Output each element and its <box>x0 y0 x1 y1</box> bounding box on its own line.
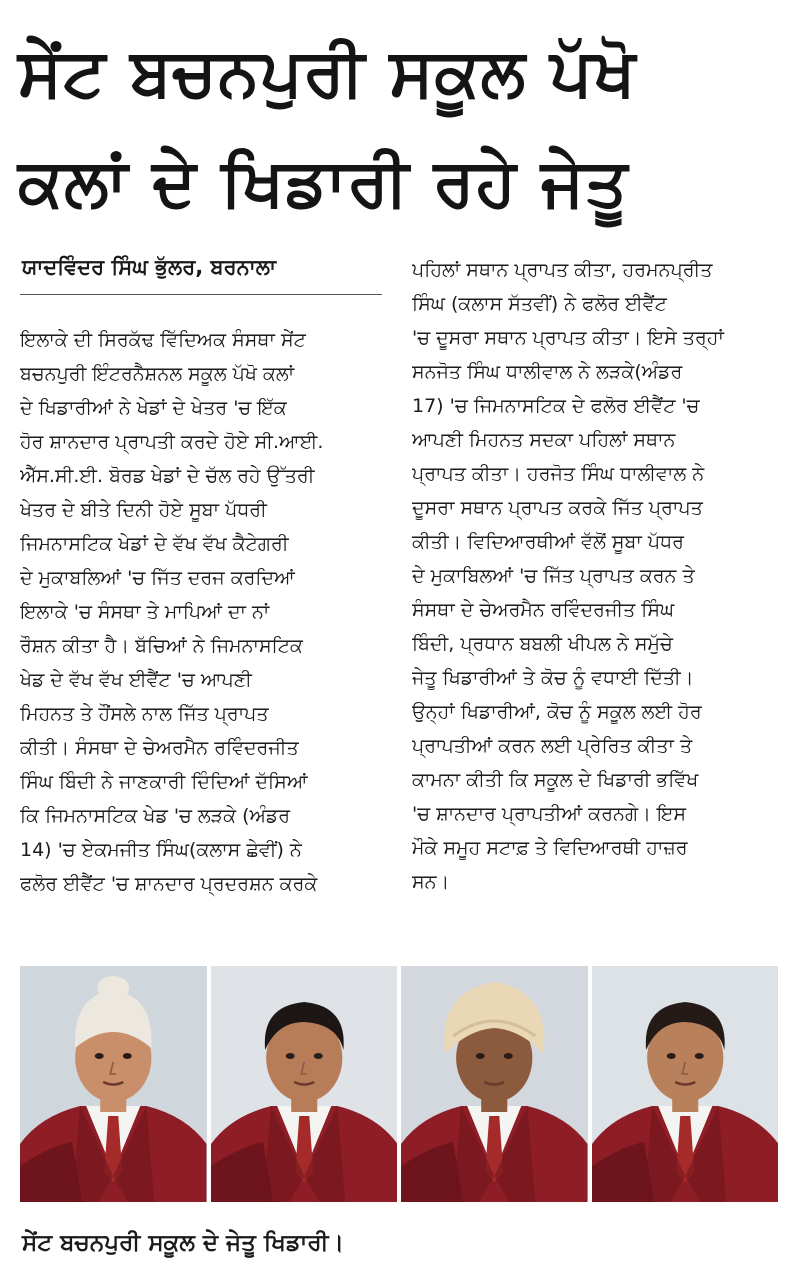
student-photo <box>592 966 779 1202</box>
winners-photo-strip <box>20 966 778 1202</box>
article-line: ਪ੍ਰਾਪਤ ਕੀਤਾ। ਹਰਜੋਤ ਸਿੰਘ ਧਾਲੀਵਾਲ ਨੇ <box>412 463 705 485</box>
article-line: ਮਿਹਨਤ ਤੇ ਹੌਂਸਲੇ ਨਾਲ ਜਿੱਤ ਪ੍ਰਾਪਤ <box>20 703 269 725</box>
article-line: ਇਲਾਕੇ ਦੀ ਸਿਰਕੱਢ ਵਿੱਦਿਅਕ ਸੰਸਥਾ ਸੇਂਟ <box>20 329 306 351</box>
photo-caption: ਸੇਂਟ ਬਚਨਪੁਰੀ ਸਕੂਲ ਦੇ ਜੇਤੂ ਖਿਡਾਰੀ। <box>22 1230 345 1256</box>
article-line: 17) 'ਚ ਜਿਮਨਾਸਟਿਕ ਦੇ ਫਲੋਰ ਈਵੈਂਟ 'ਚ <box>412 395 700 417</box>
article-line: ਰੌਸ਼ਨ ਕੀਤਾ ਹੈ। ਬੱਚਿਆਂ ਨੇ ਜਿਮਨਾਸਟਿਕ <box>20 635 303 657</box>
article-line: ਕੀਤੀ। ਸੰਸਥਾ ਦੇ ਚੇਅਰਮੈਨ ਰਵਿੰਦਰਜੀਤ <box>20 737 299 759</box>
student-portrait <box>401 966 588 1202</box>
article-column-right <box>412 253 784 899</box>
headline-line-1: ਸੇਂਟ ਬਚਨਪੁਰੀ ਸਕੂਲ ਪੱਖੋ <box>18 34 637 111</box>
article-line: ਉਨ੍ਹਾਂ ਖਿਡਾਰੀਆਂ, ਕੋਚ ਨੂੰ ਸਕੂਲ ਲਈ ਹੋਰ <box>412 701 702 723</box>
article-line: ਦੇ ਮੁਕਾਬਿਲਆਂ 'ਚ ਜਿੱਤ ਪ੍ਰਾਪਤ ਕਰਨ ਤੇ <box>412 565 695 587</box>
article-line: ਹੋਰ ਸ਼ਾਨਦਾਰ ਪ੍ਰਾਪਤੀ ਕਰਦੇ ਹੋਏ ਸੀ.ਆਈ. <box>20 431 324 453</box>
article-line: ਸਨ। <box>412 871 450 893</box>
article-line: 'ਚ ਸ਼ਾਨਦਾਰ ਪ੍ਰਾਪਤੀਆਂ ਕਰਨਗੇ। ਇਸ <box>412 803 687 825</box>
student-photo <box>20 966 207 1202</box>
student-portrait <box>592 966 779 1202</box>
article-line: ਇਲਾਕੇ 'ਚ ਸੰਸਥਾ ਤੇ ਮਾਪਿਆਂ ਦਾ ਨਾਂ <box>20 601 270 623</box>
article-line: 14) 'ਚ ਏਕਮਜੀਤ ਸਿੰਘ(ਕਲਾਸ ਛੇਵੀਂ) ਨੇ <box>20 839 302 861</box>
student-portrait <box>211 966 398 1202</box>
article-line: ਐੱਸ.ਸੀ.ਈ. ਬੋਰਡ ਖੇਡਾਂ ਦੇ ਚੱਲ ਰਹੇ ਉੱਤਰੀ <box>20 465 315 487</box>
article-line: ਦੇ ਮੁਕਾਬਲਿਆਂ 'ਚ ਜਿੱਤ ਦਰਜ ਕਰਦਿਆਂ <box>20 567 295 589</box>
article-line: ਪ੍ਰਾਪਤੀਆਂ ਕਰਨ ਲਈ ਪ੍ਰੇਰਿਤ ਕੀਤਾ ਤੇ <box>412 735 693 757</box>
byline-divider <box>20 294 382 295</box>
article-line: ਸਿੰਘ ਬਿੰਦੀ ਨੇ ਜਾਣਕਾਰੀ ਦਿੰਦਿਆਂ ਦੱਸਿਆਂ <box>20 771 308 793</box>
student-photo <box>401 966 588 1202</box>
article-line: ਕੀਤੀ। ਵਿਦਿਆਰਥੀਆਂ ਵੱਲੋਂ ਸੂਬਾ ਪੱਧਰ <box>412 531 684 553</box>
article-line: 'ਚ ਦੂਸਰਾ ਸਥਾਨ ਪ੍ਰਾਪਤ ਕੀਤਾ। ਇਸੇ ਤਰ੍ਹਾਂ <box>412 327 724 349</box>
article-line: ਦੂਸਰਾ ਸਥਾਨ ਪ੍ਰਾਪਤ ਕਰਕੇ ਜਿੱਤ ਪ੍ਰਾਪਤ <box>412 497 703 519</box>
article-line: ਜੇਤੂ ਖਿਡਾਰੀਆਂ ਤੇ ਕੋਚ ਨੂੰ ਵਧਾਈ ਦਿੱਤੀ। <box>412 667 694 689</box>
article-line: ਸੰਸਥਾ ਦੇ ਚੇਅਰਮੈਨ ਰਵਿੰਦਰਜੀਤ ਸਿੰਘ <box>412 599 675 621</box>
article-line: ਆਪਣੀ ਮਿਹਨਤ ਸਦਕਾ ਪਹਿਲਾਂ ਸਥਾਨ <box>412 429 676 451</box>
student-portrait <box>20 966 207 1202</box>
article-line: ਕਿ ਜਿਮਨਾਸਟਿਕ ਖੇਡ 'ਚ ਲੜਕੇ (ਅੰਡਰ <box>20 805 291 827</box>
article-line: ਜਿਮਨਾਸਟਿਕ ਖੇਡਾਂ ਦੇ ਵੱਖ ਵੱਖ ਕੈਟੇਗਰੀ <box>20 533 289 555</box>
article-line: ਸਿੰਘ (ਕਲਾਸ ਸੱਤਵੀਂ) ਨੇ ਫਲੋਰ ਈਵੈਂਟ <box>412 293 667 315</box>
headline-line-2: ਕਲਾਂ ਦੇ ਖਿਡਾਰੀ ਰਹੇ ਜੇਤੂ <box>18 144 629 221</box>
article-line: ਬਿੰਦੀ, ਪ੍ਰਧਾਨ ਬਬਲੀ ਖੀਪਲ ਨੇ ਸਮੁੱਚੇ <box>412 633 673 655</box>
article-line: ਮੌਕੇ ਸਮੂਹ ਸਟਾਫ਼ ਤੇ ਵਿਦਿਆਰਥੀ ਹਾਜ਼ਰ <box>412 837 688 859</box>
article-line: ਖੇਤਰ ਦੇ ਬੀਤੇ ਦਿਨੀ ਹੋਏ ਸੂਬਾ ਪੱਧਰੀ <box>20 499 267 521</box>
article-line: ਸਨਜੋਤ ਸਿੰਘ ਧਾਲੀਵਾਲ ਨੇ ਲੜਕੇ(ਅੰਡਰ <box>412 361 683 383</box>
article-line: ਬਚਨਪੁਰੀ ਇੰਟਰਨੈਸ਼ਨਲ ਸਕੂਲ ਪੱਖੋ ਕਲਾਂ <box>20 363 295 385</box>
article-line: ਫਲੋਰ ਈਵੈਂਟ 'ਚ ਸ਼ਾਨਦਾਰ ਪ੍ਰਦਰਸ਼ਨ ਕਰਕੇ <box>20 873 318 895</box>
article-line: ਪਹਿਲਾਂ ਸਥਾਨ ਪ੍ਰਾਪਤ ਕੀਤਾ, ਹਰਮਨਪ੍ਰੀਤ <box>412 259 713 281</box>
byline: ਯਾਦਵਿੰਦਰ ਸਿੰਘ ਭੁੱਲਰ, ਬਰਨਾਲਾ <box>22 255 276 279</box>
article-column-left <box>20 323 384 901</box>
article-line: ਕਾਮਨਾ ਕੀਤੀ ਕਿ ਸਕੂਲ ਦੇ ਖਿਡਾਰੀ ਭਵਿੱਖ <box>412 769 699 791</box>
article-line: ਖੇਡ ਦੇ ਵੱਖ ਵੱਖ ਈਵੈਂਟ 'ਚ ਆਪਣੀ <box>20 669 252 691</box>
article-line: ਦੇ ਖਿਡਾਰੀਆਂ ਨੇ ਖੇਡਾਂ ਦੇ ਖੇਤਰ 'ਚ ਇੱਕ <box>20 397 287 419</box>
student-photo <box>211 966 398 1202</box>
